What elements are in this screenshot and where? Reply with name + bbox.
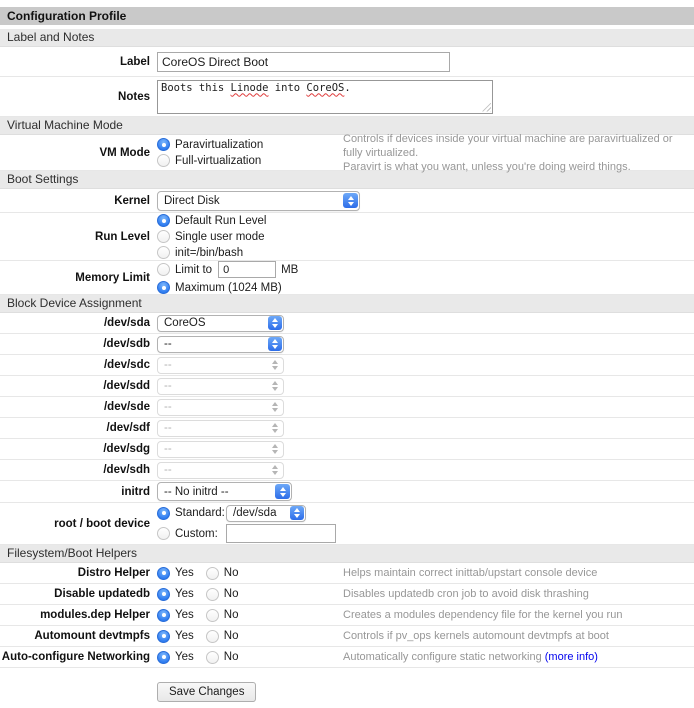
notes-row: [0, 77, 694, 117]
run-level-label: Run Level: [95, 230, 150, 243]
notes-text-segment-misspelled: Linode: [230, 81, 269, 94]
notes-field-label: Notes: [118, 90, 150, 103]
notes-text-segment-misspelled: CoreOS: [306, 81, 345, 94]
disable-updatedb-yes-radio[interactable]: [157, 588, 170, 601]
dev-sdb-label: /dev/sdb: [103, 338, 150, 350]
vm-mode-label: VM Mode: [99, 146, 150, 159]
select-stepper-icon: [268, 421, 282, 435]
memory-limit-to-radio[interactable]: [157, 263, 170, 276]
modules-dep-helper-row: [0, 605, 694, 626]
initrd-select[interactable]: -- No initrd --: [157, 482, 292, 501]
notes-text-segment: .: [344, 81, 351, 94]
dev-sdf-row: [0, 418, 694, 439]
run-level-init-binbash-label: init=/bin/bash: [175, 246, 244, 259]
yes-radio-label: Yes: [175, 567, 194, 579]
run-level-default-radio[interactable]: [157, 214, 170, 227]
select-stepper-icon: [268, 400, 282, 414]
memory-limit-unit-label: MB: [281, 263, 299, 276]
dev-sdb-row: [0, 334, 694, 355]
memory-maximum-label: Maximum (1024 MB): [175, 281, 282, 294]
automount-devtmpfs-row: [0, 626, 694, 647]
initrd-row: [0, 481, 694, 503]
dev-sdc-select: --: [157, 357, 284, 374]
select-stepper-icon: [268, 337, 282, 351]
paravirtualization-radio-label: Paravirtualization: [175, 138, 264, 151]
kernel-select[interactable]: Direct Disk: [157, 191, 360, 211]
dev-sda-select[interactable]: CoreOS: [157, 315, 284, 332]
root-standard-select[interactable]: /dev/sda: [226, 505, 306, 522]
select-stepper-icon: [290, 506, 304, 520]
label-input[interactable]: [157, 52, 450, 72]
root-standard-radio[interactable]: [157, 507, 170, 520]
root-custom-label: Custom:: [175, 527, 218, 540]
dev-sda-row: [0, 313, 694, 334]
no-radio-label: No: [223, 567, 239, 579]
run-level-init-binbash-radio[interactable]: [157, 246, 170, 259]
resize-grip-icon[interactable]: [482, 103, 491, 112]
disable-updatedb-label: Disable updatedb: [54, 588, 150, 600]
save-changes-button[interactable]: Save Changes: [157, 682, 256, 702]
distro-helper-help-text: Helps maintain correct inittab/upstart console device: [343, 567, 598, 579]
distro-helper-yes-radio[interactable]: [157, 567, 170, 580]
section-block-device-assignment: Block Device Assignment: [0, 295, 694, 313]
dev-sde-label: /dev/sde: [103, 401, 150, 413]
yes-radio-label: Yes: [175, 588, 194, 600]
dev-sdd-label: /dev/sdd: [103, 380, 150, 392]
automount-devtmpfs-no-radio[interactable]: [206, 630, 219, 643]
full-virtualization-radio[interactable]: [157, 154, 170, 167]
auto-configure-networking-help-text: Automatically configure static networking (more info): [343, 651, 598, 663]
vm-mode-row: [0, 132, 694, 173]
automount-devtmpfs-label: Automount devtmpfs: [34, 630, 150, 642]
disable-updatedb-row: [0, 584, 694, 605]
root-boot-device-label: root / boot device: [54, 517, 150, 530]
run-level-row: [0, 213, 694, 261]
root-custom-radio[interactable]: [157, 527, 170, 540]
auto-configure-networking-no-radio[interactable]: [206, 651, 219, 664]
memory-limit-input[interactable]: [218, 261, 276, 278]
modules-dep-no-radio[interactable]: [206, 609, 219, 622]
distro-helper-row: [0, 563, 694, 584]
dev-sdh-select: --: [157, 462, 284, 479]
auto-configure-networking-yes-radio[interactable]: [157, 651, 170, 664]
dev-sdd-select: --: [157, 378, 284, 395]
full-virtualization-radio-label: Full-virtualization: [175, 154, 262, 167]
memory-limit-row: [0, 261, 694, 295]
run-level-single-user-label: Single user mode: [175, 230, 265, 243]
memory-maximum-radio[interactable]: [157, 281, 170, 294]
no-radio-label: No: [223, 588, 239, 600]
select-stepper-icon: [343, 193, 358, 208]
dev-sdf-select: --: [157, 420, 284, 437]
initrd-label: initrd: [121, 485, 150, 498]
auto-configure-networking-label: Auto-configure Networking: [1, 651, 150, 663]
root-custom-input[interactable]: [226, 524, 336, 543]
section-boot-settings: Boot Settings: [0, 171, 694, 189]
no-radio-label: No: [223, 609, 239, 621]
notes-text-segment: Boots this: [161, 81, 231, 94]
dev-sdh-row: [0, 460, 694, 481]
paravirtualization-radio[interactable]: [157, 138, 170, 151]
label-row: [0, 47, 694, 77]
select-stepper-icon: [268, 463, 282, 477]
auto-configure-networking-row: [0, 647, 694, 668]
dev-sdh-label: /dev/sdh: [103, 464, 150, 476]
dev-sdg-row: [0, 439, 694, 460]
section-virtual-machine-mode: Virtual Machine Mode: [0, 117, 694, 135]
modules-dep-help-text: Creates a modules dependency file for the kernel you run: [343, 609, 623, 621]
select-stepper-icon: [268, 316, 282, 330]
modules-dep-yes-radio[interactable]: [157, 609, 170, 622]
dev-sde-select: --: [157, 399, 284, 416]
dev-sdc-label: /dev/sdc: [103, 359, 150, 371]
automount-devtmpfs-yes-radio[interactable]: [157, 630, 170, 643]
dev-sda-label: /dev/sda: [103, 317, 150, 329]
kernel-label: Kernel: [114, 194, 150, 207]
notes-textarea[interactable]: [157, 80, 493, 114]
select-stepper-icon: [268, 379, 282, 393]
disable-updatedb-help-text: Disables updatedb cron job to avoid disk thrashing: [343, 588, 589, 600]
dev-sde-row: [0, 397, 694, 418]
dev-sdb-select[interactable]: --: [157, 336, 284, 353]
dev-sdf-label: /dev/sdf: [106, 422, 150, 434]
root-standard-label: Standard:: [175, 507, 225, 519]
distro-helper-no-radio[interactable]: [206, 567, 219, 580]
modules-dep-helper-label: modules.dep Helper: [40, 609, 150, 621]
label-field-label: Label: [119, 55, 150, 68]
section-filesystem-boot-helpers: Filesystem/Boot Helpers: [0, 545, 694, 563]
select-stepper-icon: [268, 442, 282, 456]
notes-text-segment: into: [268, 81, 307, 94]
dev-sdc-row: [0, 355, 694, 376]
kernel-row: [0, 189, 694, 213]
automount-devtmpfs-help-text: Controls if pv_ops kernels automount devtmpfs at boot: [343, 630, 609, 642]
root-boot-device-row: [0, 503, 694, 545]
select-stepper-icon: [268, 358, 282, 372]
distro-helper-label: Distro Helper: [77, 567, 150, 579]
page-title: Configuration Profile: [0, 7, 694, 25]
section-label-and-notes: Label and Notes: [0, 29, 694, 47]
select-stepper-icon: [275, 484, 290, 499]
run-level-single-user-radio[interactable]: [157, 230, 170, 243]
dev-sdg-select: --: [157, 441, 284, 458]
no-radio-label: No: [223, 630, 239, 642]
more-info-link[interactable]: (more info): [544, 651, 598, 663]
dev-sdd-row: [0, 376, 694, 397]
vm-mode-help-text: Controls if devices inside your virtual machine are paravirtualized or fully virtualized. Paravirt is what you want, unless you're doing weird things.: [343, 132, 673, 173]
dev-sdg-label: /dev/sdg: [103, 443, 150, 455]
save-row: [0, 668, 694, 702]
yes-radio-label: Yes: [175, 651, 194, 663]
yes-radio-label: Yes: [175, 609, 194, 621]
run-level-default-label: Default Run Level: [175, 214, 267, 227]
memory-limit-to-label: Limit to: [175, 263, 213, 276]
no-radio-label: No: [223, 651, 239, 663]
yes-radio-label: Yes: [175, 630, 194, 642]
disable-updatedb-no-radio[interactable]: [206, 588, 219, 601]
memory-limit-label: Memory Limit: [75, 271, 150, 284]
